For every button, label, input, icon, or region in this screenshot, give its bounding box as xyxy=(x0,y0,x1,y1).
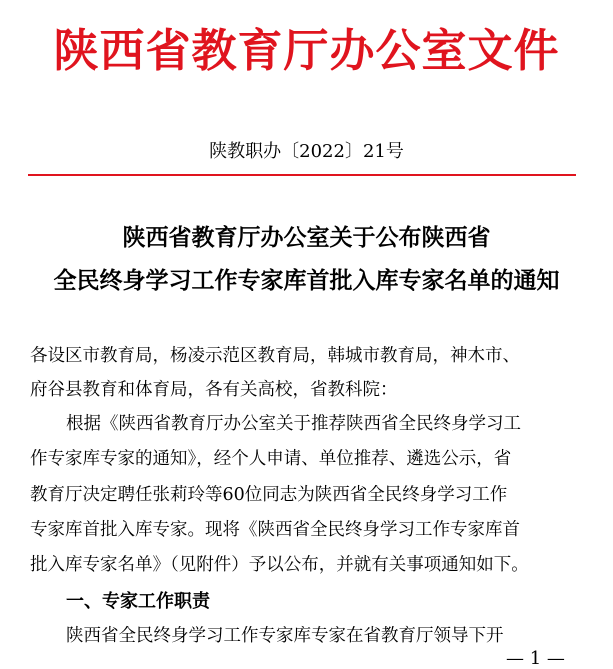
recipients-line-2: 府谷县教育和体育局，各有关高校，省教科院： xyxy=(30,380,398,400)
paragraph-line-1: 根据《陕西省教育厅办公室关于推荐陕西省全民终身学习工 xyxy=(66,414,521,434)
section-heading-1: 一、专家工作职责 xyxy=(66,591,210,612)
red-divider-line xyxy=(28,174,576,176)
recipients-line-1: 各设区市教育局，杨凌示范区教育局，韩城市教育局，神木市、 xyxy=(30,346,520,366)
paragraph-line-3: 教育厅决定聘任张莉玲等60位同志为陕西省全民终身学习工作 xyxy=(30,485,508,505)
notice-title-line-2: 全民终身学习工作专家库首批入库专家名单的通知 xyxy=(53,268,560,294)
document-number: 陕教职办〔2022〕21号 xyxy=(209,141,404,162)
paragraph-line-2: 作专家库专家的通知》，经个人申请、单位推荐、遴选公示，省 xyxy=(30,449,512,469)
section-1-first-line: 陕西省全民终身学习工作专家库专家在省教育厅领导下开 xyxy=(66,626,504,646)
page-number: — 1 — xyxy=(506,648,565,669)
paragraph-line-4: 专家库首批入库专家。现将《陕西省全民终身学习工作专家库首 xyxy=(30,520,520,540)
document-header-title: 陕西省教育厅办公室文件 xyxy=(53,24,560,77)
notice-title-line-1: 陕西省教育厅办公室关于公布陕西省 xyxy=(122,225,491,251)
paragraph-line-5: 批入库专家名单》（见附件）予以公布，并就有关事项通知如下。 xyxy=(30,555,529,575)
